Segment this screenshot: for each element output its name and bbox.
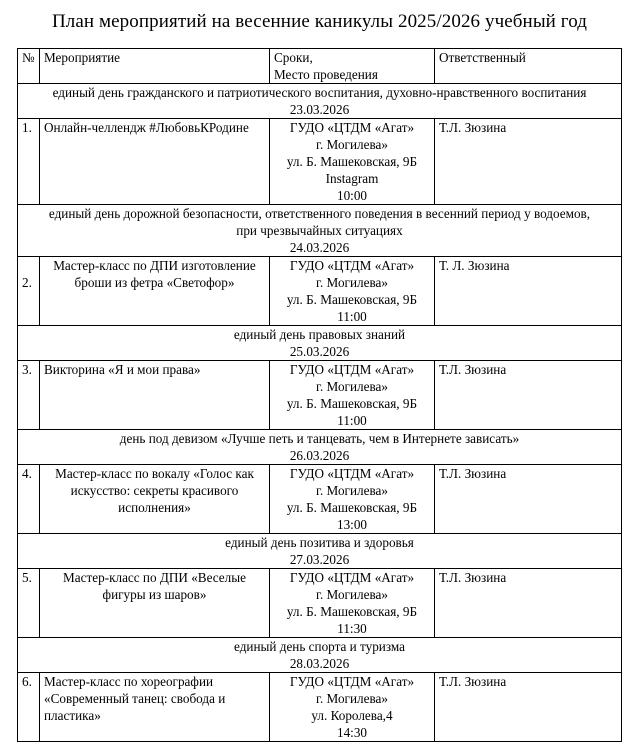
place-line: г. Могилева» — [316, 137, 388, 152]
row-num: 4. — [18, 465, 40, 534]
place-line: ГУДО «ЦТДМ «Агат» — [289, 258, 415, 273]
place-line: ГУДО «ЦТДМ «Агат» — [289, 362, 415, 377]
row-num-text: 2. — [22, 275, 32, 290]
place-line: г. Могилева» — [316, 587, 388, 602]
section-title-line: единый день правовых знаний — [233, 327, 406, 342]
table-row — [18, 673, 622, 742]
place-line: ул. Б. Машековская, 9Б — [286, 292, 418, 307]
place-line: ул. Королева,4 — [311, 708, 393, 723]
place-line: ГУДО «ЦТДМ «Агат» — [289, 466, 415, 481]
row-responsible: Т.Л. Зюзина — [435, 119, 622, 205]
place-time: 13:00 — [336, 517, 368, 532]
place-time: 11:00 — [337, 413, 367, 428]
place-time: 14:30 — [336, 725, 368, 740]
table-row — [18, 465, 622, 534]
section-date: 26.03.2026 — [289, 448, 350, 463]
place-line: ГУДО «ЦТДМ «Агат» — [289, 674, 415, 689]
event-line: исполнения» — [118, 500, 191, 515]
table-row — [18, 361, 622, 430]
row-num — [18, 257, 40, 326]
event-line: фигуры из шаров» — [102, 587, 207, 602]
header-event: Мероприятие — [40, 49, 270, 84]
event-line: «Современный танец: свобода и — [44, 691, 226, 706]
place-line: ул. Б. Машековская, 9Б — [286, 154, 418, 169]
row-num: 5. — [18, 569, 40, 638]
row-event — [40, 361, 270, 430]
section-date: 24.03.2026 — [289, 240, 350, 255]
section-title — [18, 534, 622, 569]
section-row — [18, 430, 622, 465]
place-line: ГУДО «ЦТДМ «Агат» — [289, 120, 415, 135]
events-table — [17, 48, 622, 742]
row-num: 3. — [18, 361, 40, 430]
row-place — [270, 465, 435, 534]
table-row — [18, 569, 622, 638]
place-line: Instagram — [325, 171, 379, 186]
table-header-row — [18, 49, 622, 84]
place-time: 10:00 — [336, 188, 368, 203]
section-date: 28.03.2026 — [289, 656, 350, 671]
section-row — [18, 84, 622, 119]
table-row — [18, 257, 622, 326]
place-line: ГУДО «ЦТДМ «Агат» — [289, 570, 415, 585]
table-row — [18, 119, 622, 205]
row-responsible: Т. Л. Зюзина — [435, 257, 622, 326]
section-row — [18, 205, 622, 257]
section-title-line: при чрезвычайных ситуациях — [236, 223, 403, 238]
section-row — [18, 638, 622, 673]
row-event — [40, 569, 270, 638]
section-row — [18, 326, 622, 361]
event-line: Мастер-класс по ДПИ изготовление — [53, 258, 256, 273]
place-time: 11:30 — [337, 621, 367, 636]
place-line: г. Могилева» — [316, 379, 388, 394]
event-line: искусство: секреты красивого — [70, 483, 239, 498]
event-line: пластика» — [44, 708, 101, 723]
row-event — [40, 465, 270, 534]
place-line: г. Могилева» — [316, 691, 388, 706]
section-title — [18, 84, 622, 119]
row-responsible: Т.Л. Зюзина — [435, 465, 622, 534]
row-event — [40, 257, 270, 326]
header-when-place — [270, 49, 435, 84]
row-event — [40, 673, 270, 742]
section-title-line: день под девизом «Лучше петь и танцевать, чем в Интернете зависать» — [119, 431, 520, 446]
section-date: 27.03.2026 — [289, 552, 350, 567]
section-title — [18, 638, 622, 673]
event-line: Мастер-класс по вокалу «Голос как — [55, 466, 254, 481]
event-line: Мастер-класс по хореографии — [44, 674, 214, 689]
event-line: Онлайн-челлендж #ЛюбовьКРодине — [44, 120, 249, 135]
event-line: броши из фетра «Светофор» — [74, 275, 235, 290]
header-num: № — [18, 49, 40, 84]
row-responsible: Т.Л. Зюзина — [435, 361, 622, 430]
section-title-line: единый день позитива и здоровья — [225, 535, 414, 550]
row-place — [270, 119, 435, 205]
row-num: 6. — [18, 673, 40, 742]
row-event — [40, 119, 270, 205]
row-place — [270, 361, 435, 430]
place-line: г. Могилева» — [316, 483, 388, 498]
header-responsible: Ответственный — [435, 49, 622, 84]
place-line: ул. Б. Машековская, 9Б — [286, 604, 418, 619]
place-line: г. Могилева» — [316, 275, 388, 290]
section-row — [18, 534, 622, 569]
section-title — [18, 430, 622, 465]
row-place — [270, 257, 435, 326]
row-responsible: Т.Л. Зюзина — [435, 569, 622, 638]
section-title-line: единый день спорта и туризма — [234, 639, 405, 654]
section-title — [18, 205, 622, 257]
place-time: 11:00 — [337, 309, 367, 324]
document-title: План мероприятий на весенние каникулы 2025/2026 учебный год — [51, 11, 588, 32]
event-line: Мастер-класс по ДПИ «Веселые — [63, 570, 246, 585]
section-title-line: единый день гражданского и патриотического воспитания, духовно-нравственного воспитания — [52, 85, 587, 100]
row-place — [270, 569, 435, 638]
place-line: ул. Б. Машековская, 9Б — [286, 396, 418, 411]
section-date: 23.03.2026 — [289, 102, 350, 117]
section-title-line: единый день дорожной безопасности, ответственного поведения в весенний период у водоемов, — [48, 206, 591, 221]
header-when-line2: Место проведения — [274, 67, 378, 82]
row-num: 1. — [18, 119, 40, 205]
event-line: Викторина «Я и мои права» — [44, 362, 201, 377]
header-when-line1: Сроки, — [274, 50, 313, 65]
section-date: 25.03.2026 — [289, 344, 350, 359]
row-place — [270, 673, 435, 742]
row-responsible: Т.Л. Зюзина — [435, 673, 622, 742]
place-line: ул. Б. Машековская, 9Б — [286, 500, 418, 515]
section-title — [18, 326, 622, 361]
